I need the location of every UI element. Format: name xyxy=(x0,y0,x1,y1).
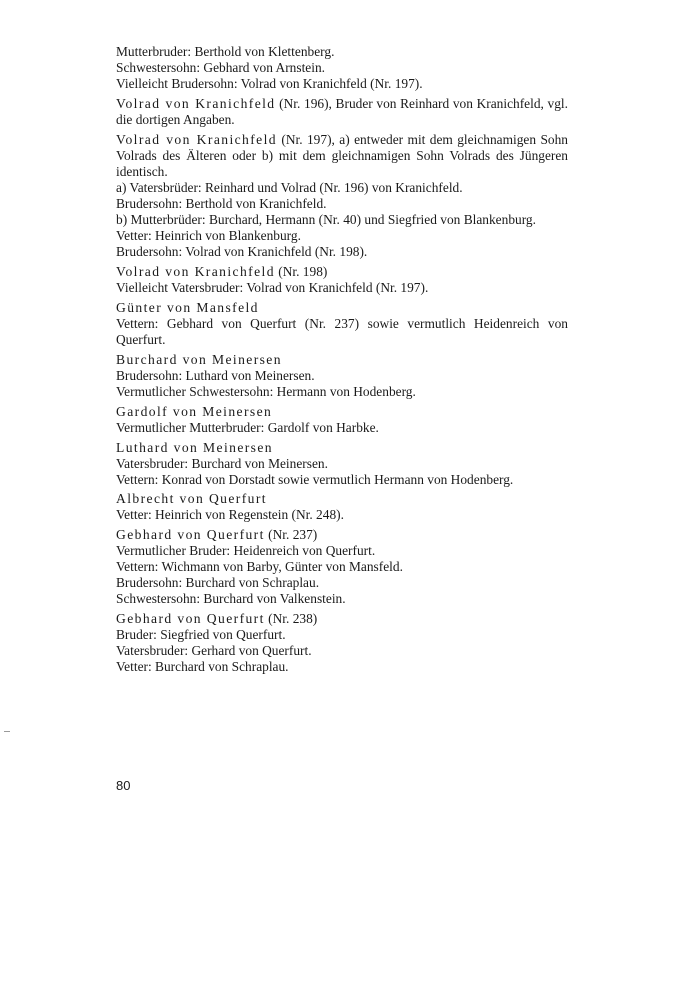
heading-text: (Nr. 197), a) entweder mit dem gleichnamigen Sohn Volrads des Älteren oder b) mit dem gleichnamigen Sohn Volrads des Jüngeren identisch. xyxy=(116,132,568,179)
heading-text: (Nr. 237) xyxy=(264,527,318,542)
text-line: Schwestersohn: Gebhard von Arnstein. xyxy=(116,60,326,75)
person-name: Gebhard von Querfurt xyxy=(116,527,265,542)
text-line: Vielleicht Brudersohn: Volrad von Kranichfeld (Nr. 197). xyxy=(116,76,423,91)
person-name: Luthard von Meinersen xyxy=(116,440,273,455)
text-line: Mutterbruder: Berthold von Klettenberg. xyxy=(116,44,335,59)
text-line: Vetter: Heinrich von Regenstein (Nr. 248). xyxy=(116,507,344,522)
text-line: Vermutlicher Bruder: Heidenreich von Querfurt. xyxy=(116,543,376,558)
heading-text: (Nr. 198) xyxy=(274,264,328,279)
person-name: Gardolf von Meinersen xyxy=(116,404,273,419)
entry-heading xyxy=(116,132,568,180)
entry-heading xyxy=(116,264,568,280)
text-line: Brudersohn: Volrad von Kranichfeld (Nr. 198). xyxy=(116,244,368,259)
entry-luthard-meinersen xyxy=(116,440,568,488)
person-name: Albrecht von Querfurt xyxy=(116,491,267,506)
entry-volrad-196 xyxy=(116,96,568,128)
text-line: Brudersohn: Luthard von Meinersen. xyxy=(116,368,315,383)
page-number: 80 xyxy=(116,778,131,793)
entry-gebhard-querfurt-237 xyxy=(116,527,568,607)
entry-guenter-mansfeld xyxy=(116,300,568,348)
entry-heading xyxy=(116,352,568,368)
text-line: Schwestersohn: Burchard von Valkenstein. xyxy=(116,591,346,606)
text-line: b) Mutterbrüder: Burchard, Hermann (Nr. 40) und Siegfried von Blankenburg. xyxy=(116,212,536,227)
text-line: Vettern: Konrad von Dorstadt sowie vermutlich Hermann von Hodenberg. xyxy=(116,472,514,487)
text-line: Brudersohn: Burchard von Schraplau. xyxy=(116,575,320,590)
heading-text: (Nr. 196), Bruder von Reinhard von Kranichfeld, vgl. die dortigen Angaben. xyxy=(116,96,569,127)
text-line: Vielleicht Vatersbruder: Volrad von Kranichfeld (Nr. 197). xyxy=(116,280,429,295)
entry-burchard-meinersen xyxy=(116,352,568,400)
text-line: a) Vatersbrüder: Reinhard und Volrad (Nr. 196) von Kranichfeld. xyxy=(116,180,463,195)
text-line: Vetter: Burchard von Schraplau. xyxy=(116,659,289,674)
text-line: Bruder: Siegfried von Querfurt. xyxy=(116,627,286,642)
text-line: Vatersbruder: Burchard von Meinersen. xyxy=(116,456,328,471)
text-line: Vermutlicher Mutterbruder: Gardolf von Harbke. xyxy=(116,420,379,435)
entry-heading xyxy=(116,404,568,420)
entry-gardolf-meinersen xyxy=(116,404,568,436)
entry-heading xyxy=(116,96,568,128)
entry-heading xyxy=(116,300,568,316)
person-name: Volrad von Kranichfeld xyxy=(116,264,275,279)
entry-heading xyxy=(116,440,568,456)
person-name: Volrad von Kranichfeld xyxy=(116,132,277,147)
text-line: Vettern: Gebhard von Querfurt (Nr. 237) sowie vermutlich Heidenreich von Querfurt. xyxy=(116,316,568,347)
heading-text: (Nr. 238) xyxy=(264,611,318,626)
entry-heading xyxy=(116,611,568,627)
person-name: Gebhard von Querfurt xyxy=(116,611,265,626)
person-name: Günter von Mansfeld xyxy=(116,300,259,315)
text-line: Vetter: Heinrich von Blankenburg. xyxy=(116,228,301,243)
person-name: Volrad von Kranichfeld xyxy=(116,96,276,111)
entry-volrad-198 xyxy=(116,264,568,296)
margin-mark xyxy=(4,731,10,732)
entry-volrad-197 xyxy=(116,132,568,260)
entry-gebhard-querfurt-238 xyxy=(116,611,568,675)
entry-0 xyxy=(116,44,568,92)
entry-heading xyxy=(116,527,568,543)
person-name: Burchard von Meinersen xyxy=(116,352,282,367)
entry-heading xyxy=(116,491,568,507)
text-line: Vettern: Wichmann von Barby, Günter von Mansfeld. xyxy=(116,559,403,574)
text-line: Vermutlicher Schwestersohn: Hermann von Hodenberg. xyxy=(116,384,416,399)
text-line: Brudersohn: Berthold von Kranichfeld. xyxy=(116,196,327,211)
document-page xyxy=(116,44,568,679)
entry-albrecht-querfurt xyxy=(116,491,568,523)
text-line: Vatersbruder: Gerhard von Querfurt. xyxy=(116,643,312,658)
